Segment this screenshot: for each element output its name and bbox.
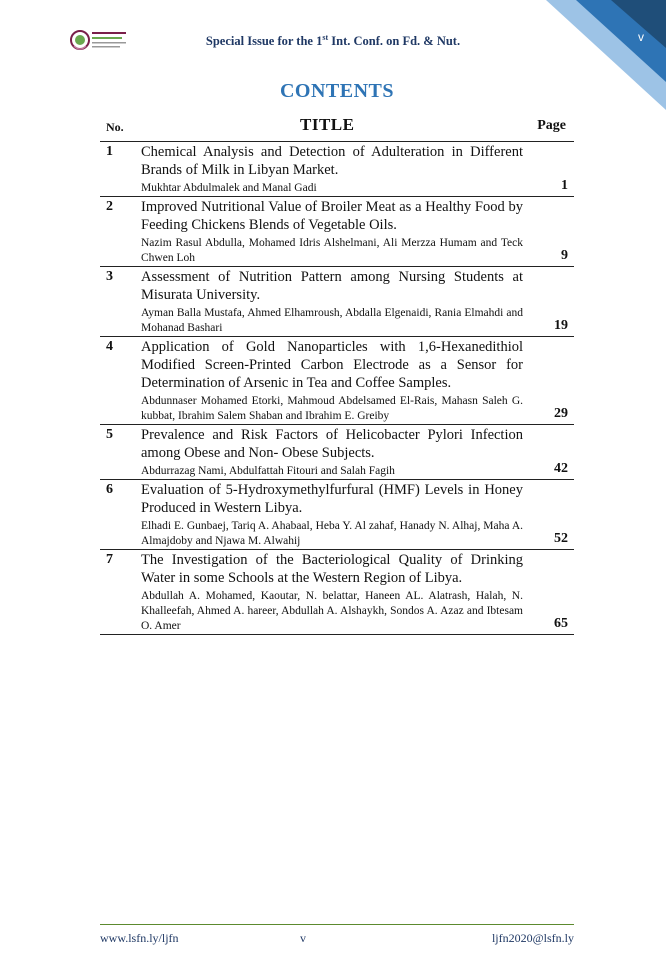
journal-title-suffix: Int. Conf. on Fd. & Nut. xyxy=(328,34,461,49)
table-row xyxy=(100,550,574,635)
table-row xyxy=(100,267,574,337)
article-authors: Abdurrazag Nami, Abdulfattah Fitouri and Salah Fagih xyxy=(141,465,395,477)
contents-heading: CONTENTS xyxy=(279,80,395,102)
column-page-header: Page xyxy=(537,118,566,133)
row-number: 7 xyxy=(106,552,113,567)
article-title: Chemical Analysis and Detection of Adulteration in Different Brands of Milk in Libyan Market. xyxy=(141,144,523,178)
article-authors: Elhadi E. Gunbaej, Tariq A. Ahabaal, Heba Y. Al zahaf, Hanady N. Alhaj, Maha A. Almajdoby and Njawa M. Alwahij xyxy=(141,520,523,547)
article-title: Assessment of Nutrition Pattern among Nursing Students at Misurata University. xyxy=(141,269,523,303)
row-number: 3 xyxy=(106,269,113,284)
footer-website-link[interactable]: www.lsfn.ly/ljfn xyxy=(100,931,179,945)
article-title: The Investigation of the Bacteriological Quality of Drinking Water in some Schools at the Western Region of Libya. xyxy=(141,552,523,586)
article-authors: Abdunnaser Mohamed Etorki, Mahmoud Abdelsamed El-Rais, Mahasn Saleh G. kubbat, Ibrahim Salem Shaban and Ibrahim E. Greiby xyxy=(141,395,523,422)
article-page: 9 xyxy=(561,248,568,263)
table-row xyxy=(100,142,574,197)
article-title: Prevalence and Risk Factors of Helicobacter Pylori Infection among Obese and Non- Obese Subjects. xyxy=(141,427,523,461)
table-row xyxy=(100,337,574,425)
article-title: Improved Nutritional Value of Broiler Meat as a Healthy Food by Feeding Chickens Blends of Vegetable Oils. xyxy=(141,199,523,233)
journal-title-prefix: Special Issue for the 1 xyxy=(205,34,323,49)
column-title-header: TITLE xyxy=(300,115,355,134)
article-page: 19 xyxy=(554,318,568,333)
column-no-header: No. xyxy=(106,120,124,134)
table-row xyxy=(100,480,574,550)
journal-header xyxy=(0,33,666,49)
row-number: 5 xyxy=(106,427,113,442)
article-page: 1 xyxy=(561,178,568,193)
article-page: 42 xyxy=(554,461,568,476)
article-page: 29 xyxy=(554,406,568,421)
contents-table xyxy=(100,110,574,635)
footer-email-link[interactable]: ljfn2020@lsfn.ly xyxy=(491,931,574,945)
table-row xyxy=(100,425,574,480)
article-page: 65 xyxy=(554,616,568,631)
row-number: 4 xyxy=(106,339,113,354)
article-authors: Ayman Balla Mustafa, Ahmed Elhamroush, Abdalla Elgenaidi, Rania Elmahdi and Mohanad Bashari xyxy=(141,307,523,334)
footer-divider xyxy=(100,924,574,925)
contents-table-header xyxy=(100,110,574,142)
article-authors: Nazim Rasul Abdulla, Mohamed Idris Alshelmani, Ali Merzza Humam and Teck Chwen Loh xyxy=(141,237,523,264)
journal-title-superscript: st xyxy=(322,33,329,42)
footer-page-number: v xyxy=(300,931,306,945)
article-page: 52 xyxy=(554,531,568,546)
article-authors: Abdullah A. Mohamed, Kaoutar, N. belattar, Haneen AL. Alatrash, Halah, N. Khalleefah, Ahmed A. hareer, Abdullah A. Alshaykh, Sondos A. Azaz and Ibtesam O. Amer xyxy=(141,590,523,632)
article-authors: Mukhtar Abdulmalek and Manal Gadi xyxy=(141,182,317,194)
article-title: Application of Gold Nanoparticles with 1,6-Hexanedithiol Modified Screen-Printed Carbon Electrode as a Sensor for Determination of Arsenic in Tea and Coffee Samples. xyxy=(141,339,523,391)
corner-page-number: v xyxy=(638,30,644,44)
table-row xyxy=(100,197,574,267)
row-number: 6 xyxy=(106,482,113,497)
row-number: 2 xyxy=(106,199,113,214)
row-number: 1 xyxy=(106,144,113,159)
article-title: Evaluation of 5-Hydroxymethylfurfural (HMF) Levels in Honey Produced in Western Libya. xyxy=(141,482,523,516)
